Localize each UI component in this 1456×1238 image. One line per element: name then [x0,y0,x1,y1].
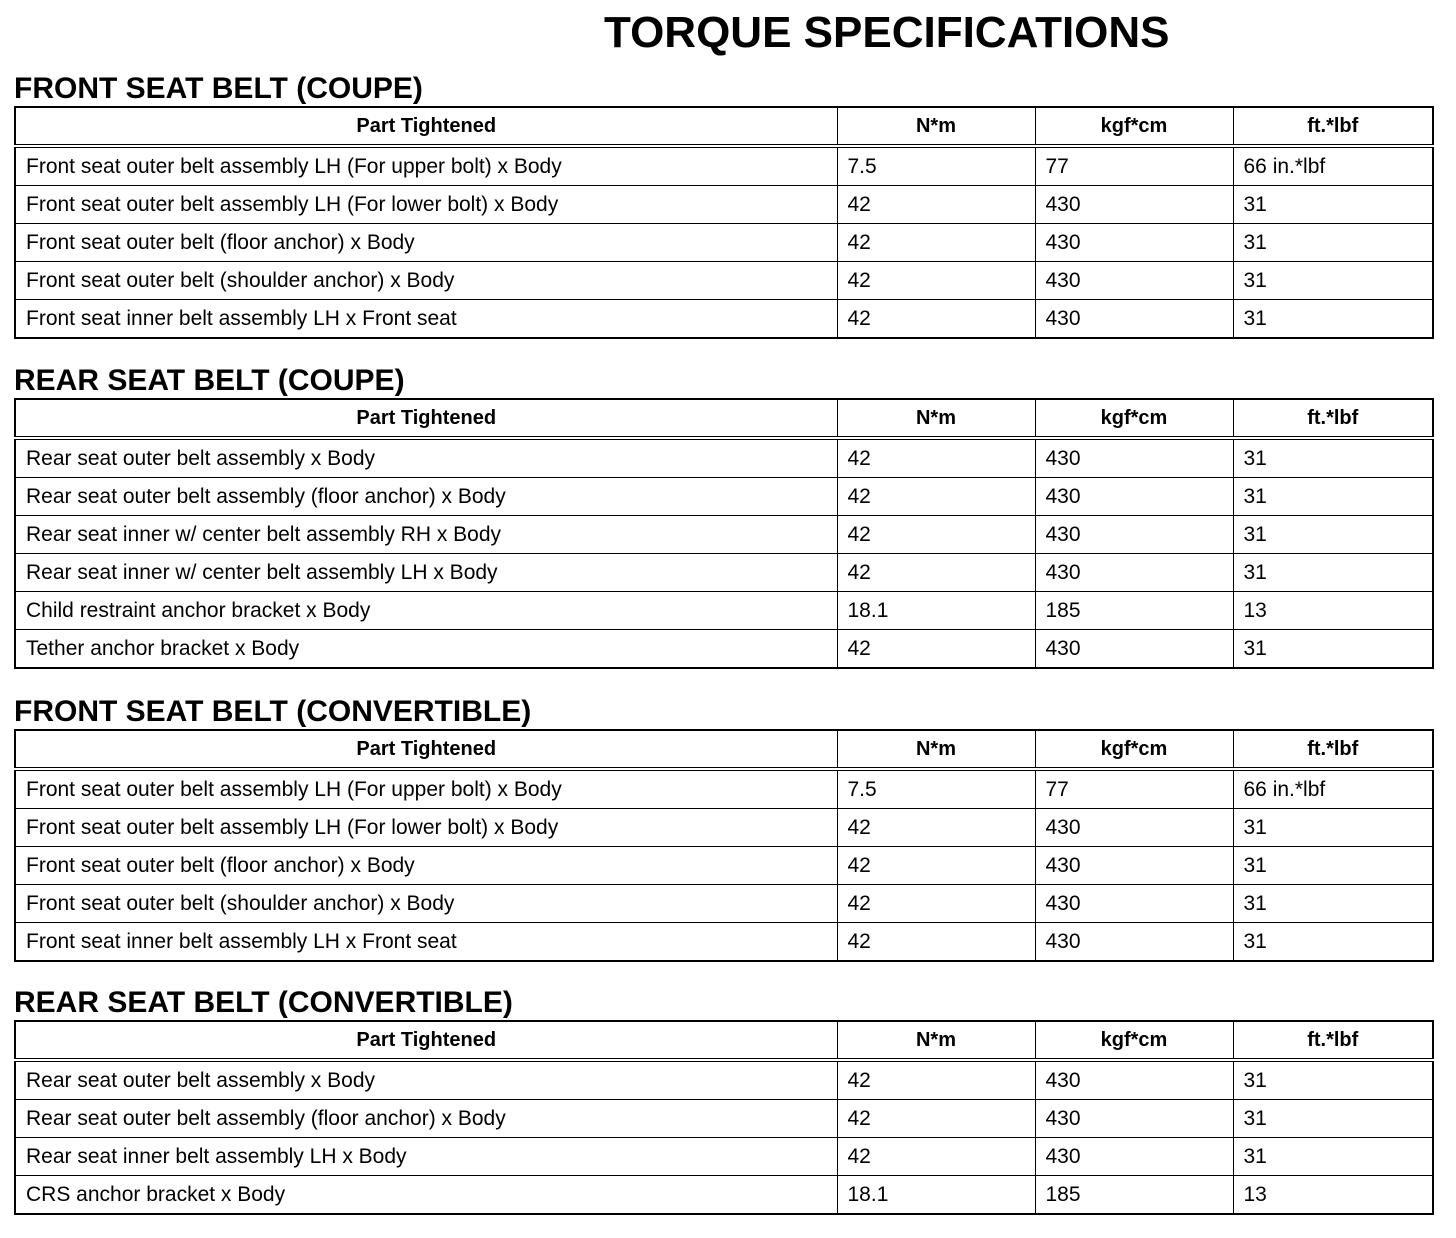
column-header-ftlbf: ft.*lbf [1233,730,1433,769]
column-header-ftlbf: ft.*lbf [1233,107,1433,146]
table-row [15,262,1433,300]
cell-ftlbf: 13 [1233,1176,1433,1215]
table-row [15,478,1433,516]
cell-ftlbf: 31 [1233,186,1433,224]
cell-nm: 42 [837,554,1035,592]
cell-nm: 42 [837,630,1035,669]
cell-kgfcm: 430 [1035,885,1233,923]
cell-nm: 42 [837,262,1035,300]
torque-table [14,398,1434,669]
cell-nm: 42 [837,516,1035,554]
column-header-nm: N*m [837,107,1035,146]
cell-part: Rear seat inner w/ center belt assembly LH x Body [15,554,837,592]
cell-nm: 42 [837,1138,1035,1176]
table-row [15,186,1433,224]
cell-nm: 42 [837,186,1035,224]
cell-part: Front seat outer belt assembly LH (For upper bolt) x Body [15,146,837,186]
table-row [15,1176,1433,1215]
cell-part: Tether anchor bracket x Body [15,630,837,669]
cell-nm: 42 [837,847,1035,885]
cell-kgfcm: 430 [1035,554,1233,592]
cell-part: Rear seat outer belt assembly (floor anchor) x Body [15,478,837,516]
torque-table [14,729,1434,962]
cell-part: Front seat inner belt assembly LH x Front seat [15,923,837,962]
cell-kgfcm: 430 [1035,847,1233,885]
table-row [15,554,1433,592]
cell-ftlbf: 31 [1233,1060,1433,1100]
cell-part: Rear seat outer belt assembly (floor anchor) x Body [15,1100,837,1138]
cell-part: Front seat outer belt assembly LH (For lower bolt) x Body [15,186,837,224]
cell-ftlbf: 13 [1233,592,1433,630]
cell-nm: 42 [837,224,1035,262]
cell-part: Rear seat inner belt assembly LH x Body [15,1138,837,1176]
cell-kgfcm: 430 [1035,300,1233,339]
cell-nm: 42 [837,438,1035,478]
cell-ftlbf: 31 [1233,262,1433,300]
table-row [15,1100,1433,1138]
column-header-part: Part Tightened [15,730,837,769]
column-header-ftlbf: ft.*lbf [1233,1021,1433,1060]
section-title: FRONT SEAT BELT (COUPE) [14,72,423,105]
cell-ftlbf: 66 in.*lbf [1233,146,1433,186]
cell-ftlbf: 31 [1233,847,1433,885]
cell-ftlbf: 66 in.*lbf [1233,769,1433,809]
cell-nm: 42 [837,923,1035,962]
table-row [15,769,1433,809]
cell-kgfcm: 430 [1035,630,1233,669]
cell-kgfcm: 77 [1035,146,1233,186]
cell-ftlbf: 31 [1233,554,1433,592]
page-title: TORQUE SPECIFICATIONS [604,8,1170,57]
table-row [15,809,1433,847]
cell-kgfcm: 430 [1035,478,1233,516]
cell-kgfcm: 430 [1035,1060,1233,1100]
section-title: REAR SEAT BELT (COUPE) [14,364,405,397]
torque-table [14,106,1434,339]
header-row [15,399,1433,438]
section-title: FRONT SEAT BELT (CONVERTIBLE) [14,695,532,728]
section-title: REAR SEAT BELT (CONVERTIBLE) [14,986,513,1019]
cell-ftlbf: 31 [1233,1138,1433,1176]
column-header-kgfcm: kgf*cm [1035,1021,1233,1060]
cell-part: Front seat outer belt assembly LH (For lower bolt) x Body [15,809,837,847]
cell-ftlbf: 31 [1233,630,1433,669]
table-row [15,1060,1433,1100]
cell-kgfcm: 185 [1035,592,1233,630]
cell-part: Front seat outer belt (floor anchor) x Body [15,224,837,262]
cell-part: Front seat outer belt (floor anchor) x Body [15,847,837,885]
cell-kgfcm: 430 [1035,186,1233,224]
cell-kgfcm: 77 [1035,769,1233,809]
table-row [15,300,1433,339]
table-row [15,1138,1433,1176]
cell-kgfcm: 430 [1035,262,1233,300]
cell-part: Rear seat outer belt assembly x Body [15,1060,837,1100]
table-row [15,923,1433,962]
cell-nm: 42 [837,809,1035,847]
cell-ftlbf: 31 [1233,885,1433,923]
cell-kgfcm: 430 [1035,1100,1233,1138]
cell-ftlbf: 31 [1233,1100,1433,1138]
spec-section [14,72,1432,339]
cell-part: CRS anchor bracket x Body [15,1176,837,1215]
cell-part: Rear seat outer belt assembly x Body [15,438,837,478]
cell-ftlbf: 31 [1233,516,1433,554]
column-header-kgfcm: kgf*cm [1035,730,1233,769]
cell-nm: 18.1 [837,592,1035,630]
column-header-nm: N*m [837,1021,1035,1060]
spec-section [14,695,1432,962]
spec-section [14,986,1432,1215]
cell-kgfcm: 430 [1035,224,1233,262]
cell-ftlbf: 31 [1233,300,1433,339]
column-header-nm: N*m [837,730,1035,769]
cell-kgfcm: 185 [1035,1176,1233,1215]
table-row [15,224,1433,262]
cell-part: Front seat inner belt assembly LH x Front seat [15,300,837,339]
column-header-part: Part Tightened [15,1021,837,1060]
cell-ftlbf: 31 [1233,478,1433,516]
cell-nm: 18.1 [837,1176,1035,1215]
cell-part: Front seat outer belt (shoulder anchor) x Body [15,885,837,923]
column-header-part: Part Tightened [15,399,837,438]
table-row [15,630,1433,669]
cell-nm: 7.5 [837,146,1035,186]
table-row [15,847,1433,885]
column-header-part: Part Tightened [15,107,837,146]
header-row [15,730,1433,769]
cell-kgfcm: 430 [1035,438,1233,478]
cell-nm: 42 [837,478,1035,516]
torque-table [14,1020,1434,1215]
header-row [15,107,1433,146]
cell-part: Front seat outer belt assembly LH (For upper bolt) x Body [15,769,837,809]
cell-ftlbf: 31 [1233,438,1433,478]
cell-ftlbf: 31 [1233,809,1433,847]
cell-kgfcm: 430 [1035,923,1233,962]
table-row [15,516,1433,554]
cell-nm: 42 [837,1100,1035,1138]
cell-part: Child restraint anchor bracket x Body [15,592,837,630]
cell-nm: 42 [837,300,1035,339]
column-header-nm: N*m [837,399,1035,438]
cell-nm: 42 [837,885,1035,923]
cell-kgfcm: 430 [1035,809,1233,847]
cell-part: Front seat outer belt (shoulder anchor) x Body [15,262,837,300]
spec-section [14,364,1432,669]
table-row [15,592,1433,630]
cell-kgfcm: 430 [1035,516,1233,554]
table-row [15,885,1433,923]
table-row [15,146,1433,186]
cell-ftlbf: 31 [1233,923,1433,962]
table-row [15,438,1433,478]
column-header-kgfcm: kgf*cm [1035,107,1233,146]
cell-nm: 7.5 [837,769,1035,809]
column-header-kgfcm: kgf*cm [1035,399,1233,438]
cell-nm: 42 [837,1060,1035,1100]
cell-ftlbf: 31 [1233,224,1433,262]
cell-kgfcm: 430 [1035,1138,1233,1176]
cell-part: Rear seat inner w/ center belt assembly RH x Body [15,516,837,554]
column-header-ftlbf: ft.*lbf [1233,399,1433,438]
header-row [15,1021,1433,1060]
